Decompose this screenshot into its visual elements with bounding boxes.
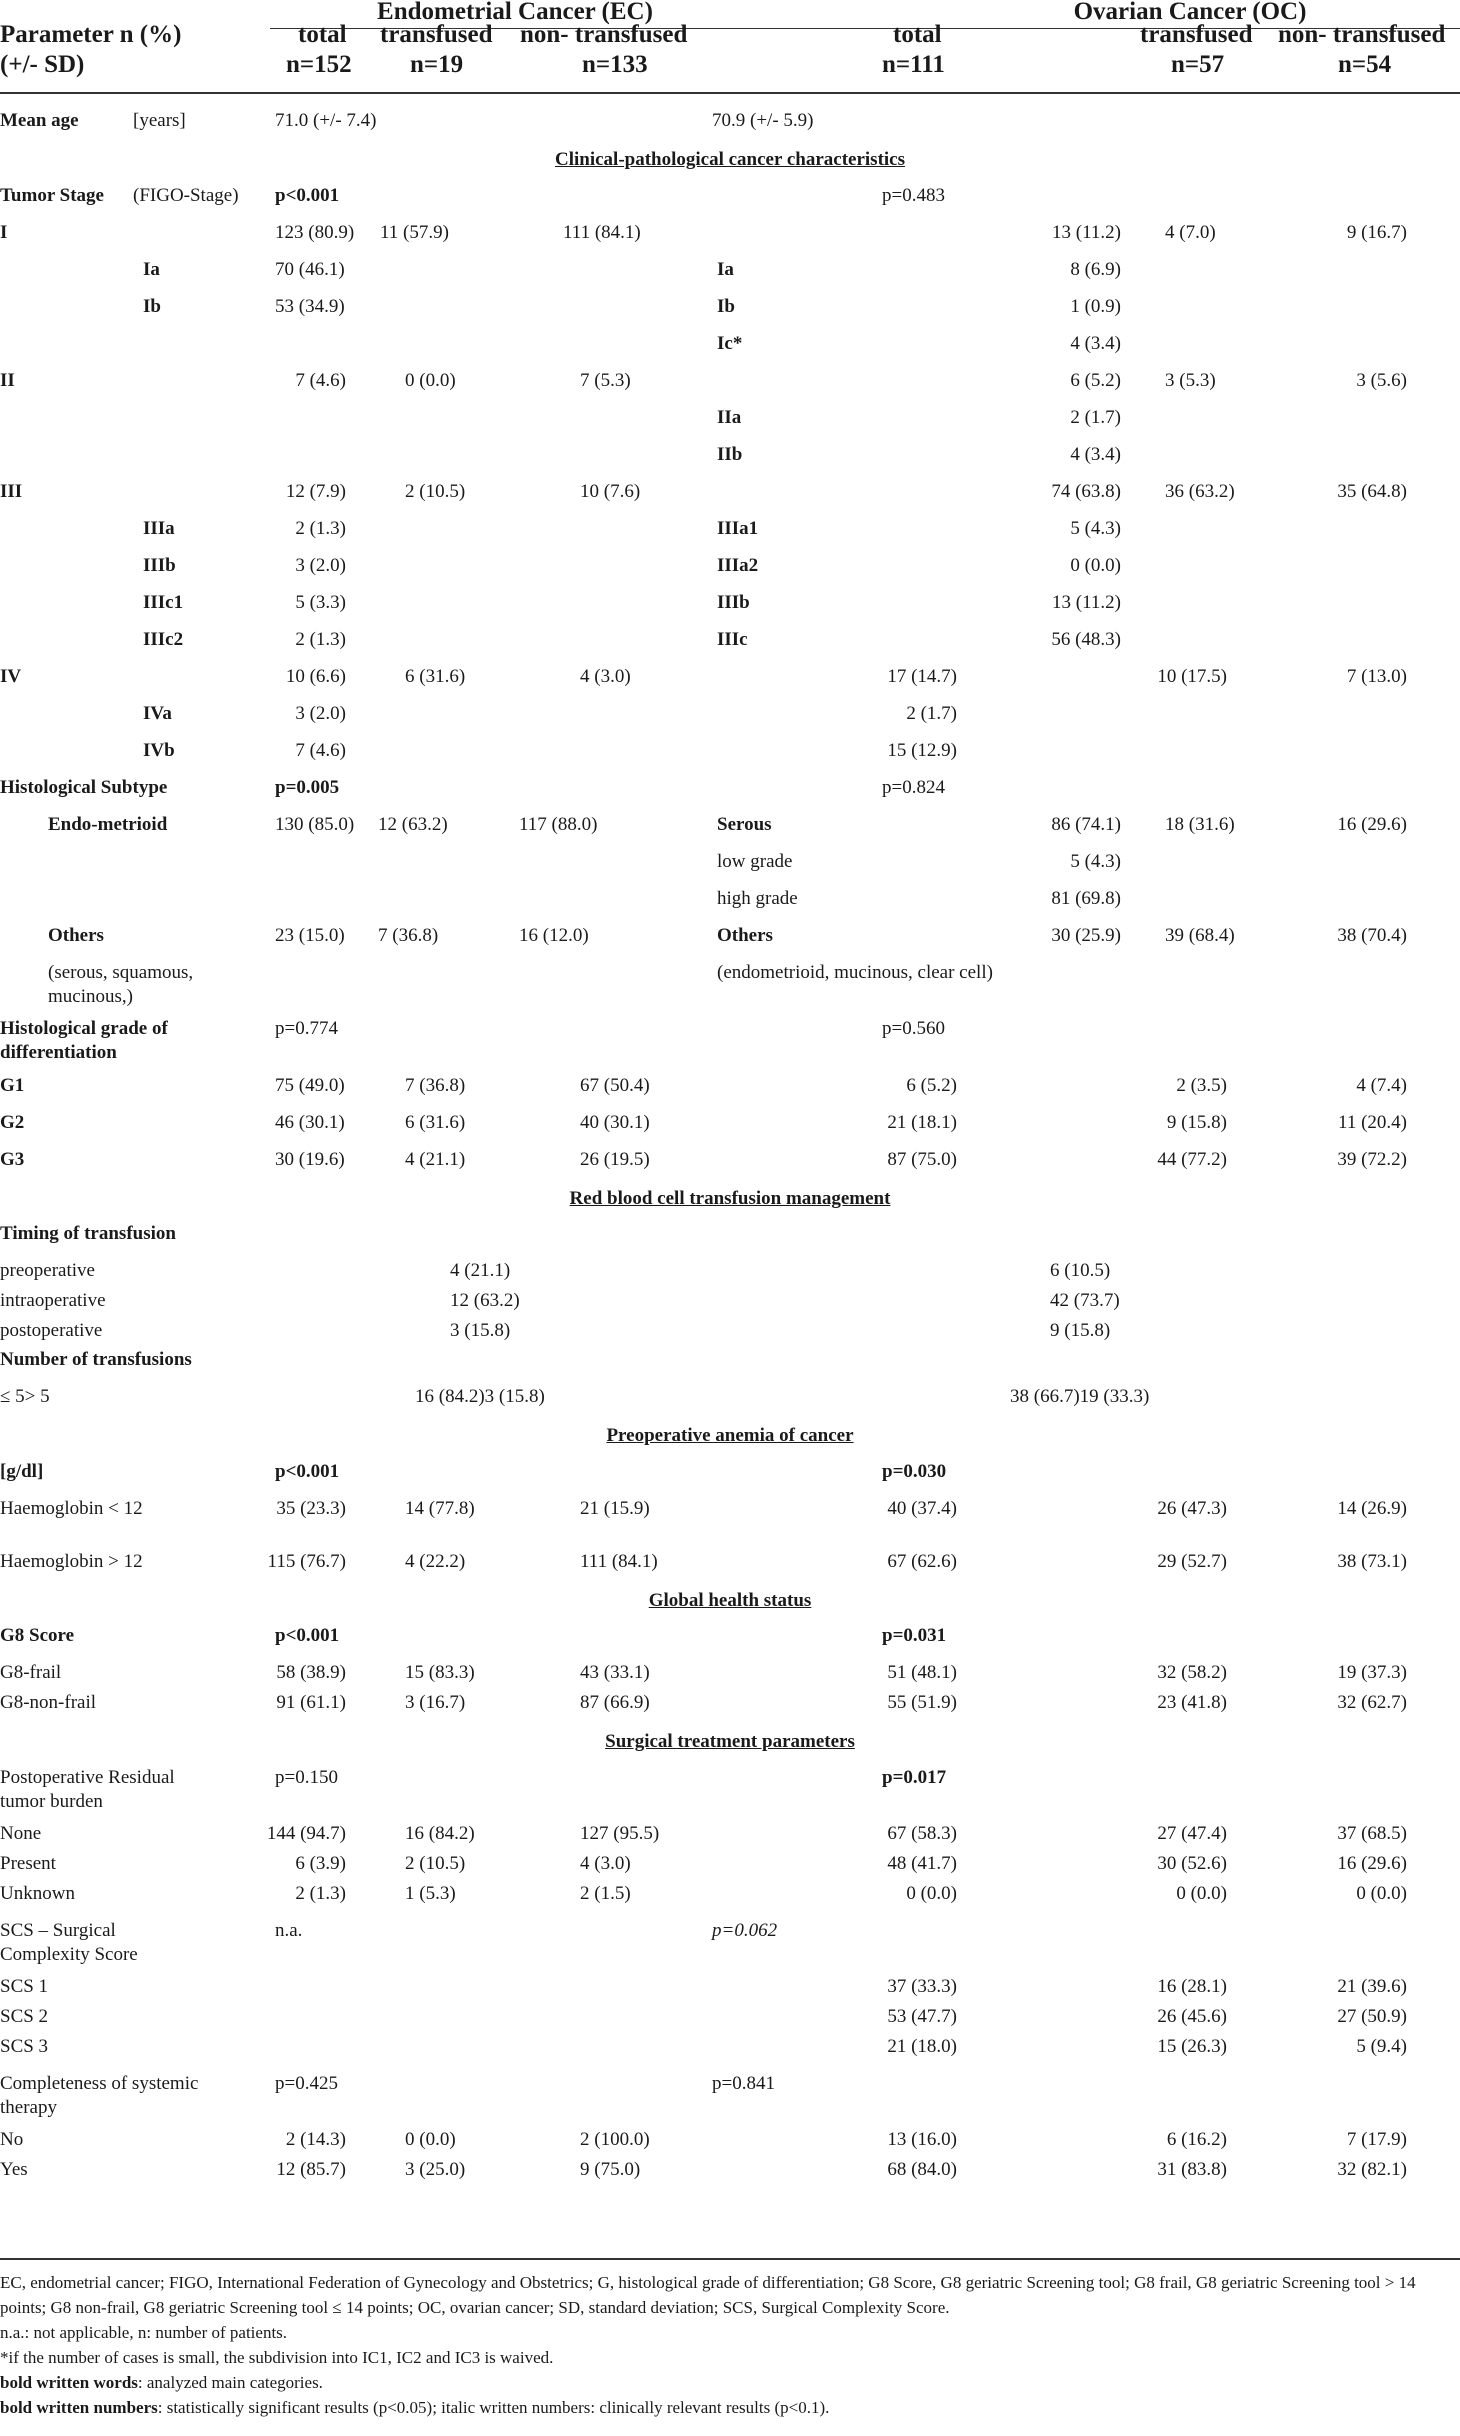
table-cell: 10 (7.6): [580, 480, 641, 502]
table-cell: Ia: [143, 258, 160, 280]
table-cell: intraoperative: [0, 1289, 106, 1311]
header-ec-total-n: n=152: [286, 51, 352, 78]
table-cell: 2 (1.5): [580, 1882, 631, 1904]
table-row: [0, 1148, 1460, 1185]
table-cell: 5 (4.3): [1070, 850, 1121, 872]
table-cell: 13 (11.2): [1052, 221, 1121, 243]
table-cell: 4 (3.4): [1070, 332, 1121, 354]
table-cell: 70.9 (+/- 5.9): [712, 110, 814, 131]
table-cell: 26 (45.6): [1157, 2006, 1227, 2028]
table-cell: 7 (5.3): [580, 369, 631, 391]
table-cell: n.a.: [275, 1919, 303, 1941]
table-cell: 26 (47.3): [1157, 1497, 1227, 1519]
table-cell: 4 (7.0): [1165, 221, 1216, 243]
table-cell: 2 (1.7): [906, 702, 957, 724]
table-cell: 2 (3.5): [1176, 1074, 1227, 1096]
table-row: [0, 1017, 1460, 1063]
table-cell: No: [0, 2129, 24, 2151]
table-cell: 5 (9.4): [1356, 2035, 1407, 2057]
table-cell: G2: [0, 1111, 25, 1133]
table-cell: p=0.150: [275, 1766, 338, 1788]
table-cell: 6 (31.6): [405, 1111, 466, 1133]
table-cell: 14 (26.9): [1337, 1497, 1407, 1519]
table-cell: 55 (51.9): [887, 1692, 957, 1714]
table-row: [0, 591, 1460, 628]
table-cell: low grade: [717, 850, 793, 872]
table-cell: 67 (58.3): [887, 1823, 957, 1845]
section-heading: Preoperative anemia of cancer: [606, 1425, 854, 1447]
table-cell: 21 (18.1): [887, 1111, 957, 1133]
table-cell: 15 (83.3): [405, 1662, 475, 1684]
footnote-bold-numbers-label: bold written numbers: [0, 2398, 158, 2417]
table-row: [0, 813, 1460, 850]
table-row: [0, 517, 1460, 554]
table-cell: 19 (37.3): [1337, 1662, 1407, 1684]
table-cell: IIIc1: [143, 591, 184, 613]
table-cell: Completeness of systemic therapy: [0, 2072, 199, 2118]
table-cell: 67 (50.4): [580, 1074, 650, 1096]
table-cell: 70 (46.1): [275, 258, 345, 280]
table-cell: 71.0 (+/- 7.4): [275, 110, 377, 131]
table-cell: Histological Subtype: [0, 776, 168, 798]
footnote-ic: *if the number of cases is small, the subdivision into IC1, IC2 and IC3 is waived.: [0, 2348, 554, 2367]
table-cell: 16 (28.1): [1157, 1976, 1227, 1998]
table-cell: 16 (84.2)3 (15.8): [415, 1386, 545, 1408]
table-cell: 4 (21.1): [450, 1260, 511, 1281]
table-cell: 12 (63.2): [450, 1289, 520, 1311]
table-cell: 5 (3.3): [295, 591, 346, 613]
table-cell: 7 (17.9): [1346, 2129, 1407, 2151]
table-cell: 30 (52.6): [1157, 1853, 1227, 1874]
table-row: [0, 554, 1460, 591]
table-cell: 10 (6.6): [285, 665, 346, 687]
table-cell: 81 (69.8): [1051, 887, 1121, 909]
table-cell: 0 (0.0): [906, 1882, 957, 1904]
header-oc-total: total: [893, 21, 942, 48]
table-cell: Unknown: [0, 1882, 75, 1904]
table-cell: 0 (0.0): [1356, 1882, 1407, 1904]
table-row: [0, 1111, 1460, 1148]
table-row: [0, 665, 1460, 702]
table-row: [0, 1348, 1460, 1385]
table-cell: 32 (58.2): [1157, 1662, 1227, 1684]
table-row: [0, 1222, 1460, 1259]
table-cell: Mean age: [0, 110, 79, 131]
table-cell: 9 (15.8): [1050, 1319, 1111, 1341]
table-cell: 12 (63.2): [378, 813, 448, 835]
table-cell: None: [0, 1823, 42, 1845]
table-cell: p=0.824: [882, 776, 945, 798]
table-cell: p=0.841: [712, 2072, 775, 2094]
table-cell: 29 (52.7): [1157, 1550, 1227, 1572]
header-bottom-rule: [0, 92, 1460, 94]
table-row: [0, 1882, 1460, 1919]
table-cell: 0 (0.0): [1176, 1882, 1227, 1904]
table-cell: IIIb: [143, 554, 176, 576]
table-cell: 144 (94.7): [266, 1823, 346, 1845]
table-cell: 12 (85.7): [276, 2159, 346, 2181]
table-cell: ≤ 5> 5: [0, 1386, 50, 1408]
table-cell: 3 (16.7): [405, 1692, 466, 1714]
table-cell: G8-frail: [0, 1662, 62, 1684]
table-cell: p<0.001: [275, 1625, 340, 1647]
table-cell: 1 (5.3): [405, 1882, 456, 1904]
table-cell: 2 (100.0): [580, 2129, 650, 2151]
header-oc-transfused-n: n=57: [1171, 51, 1225, 78]
table-cell: SCS – Surgical Complexity Score: [0, 1919, 138, 1965]
table-cell: 86 (74.1): [1051, 813, 1121, 835]
table-cell: 7 (36.8): [405, 1074, 466, 1096]
table-cell: 2 (1.7): [1070, 406, 1121, 428]
table-cell: 11 (57.9): [380, 221, 449, 243]
footnote-na: n.a.: not applicable, n: number of patients.: [0, 2323, 288, 2342]
table-cell: 58 (38.9): [276, 1662, 346, 1684]
table-cell: 9 (16.7): [1346, 221, 1407, 243]
table-cell: 91 (61.1): [276, 1692, 346, 1714]
table-cell: 3 (15.8): [450, 1319, 511, 1341]
table-cell: Others: [48, 924, 104, 946]
table-cell: 7 (36.8): [378, 924, 439, 946]
table-cell: 4 (22.2): [405, 1550, 466, 1572]
table-row: [0, 739, 1460, 776]
table-cell: 39 (72.2): [1337, 1148, 1407, 1170]
table-row: [0, 1691, 1460, 1728]
footnote-bold-numbers: [0, 2395, 1440, 2420]
table-row: [0, 109, 1460, 146]
table-cell: G3: [0, 1148, 25, 1170]
section-heading: Surgical treatment parameters: [605, 1731, 855, 1753]
table-cell: 27 (47.4): [1157, 1823, 1227, 1845]
table-cell: IIIc: [717, 628, 748, 650]
table-cell: Ib: [717, 295, 735, 317]
table-cell: Haemoglobin > 12: [0, 1550, 143, 1572]
table-cell: postoperative: [0, 1319, 103, 1341]
table-cell: 36 (63.2): [1165, 480, 1235, 502]
footnote-bold-words-label: bold written words: [0, 2373, 138, 2392]
table-cell: IIIa: [143, 517, 175, 539]
table-cell: 9 (75.0): [580, 2159, 641, 2181]
table-row: [0, 776, 1460, 813]
table-cell: 67 (62.6): [887, 1550, 957, 1572]
table-cell: (serous, squamous, mucinous,): [48, 961, 194, 1007]
table-row: [0, 295, 1460, 332]
table-cell: I: [0, 221, 8, 243]
table-row: [0, 369, 1460, 406]
table-cell: 130 (85.0): [275, 813, 355, 835]
table-cell: 44 (77.2): [1157, 1148, 1227, 1170]
table-cell: (FIGO-Stage): [133, 184, 239, 206]
table-cell: 9 (15.8): [1166, 1111, 1227, 1133]
table-cell: Ia: [717, 258, 734, 280]
table-cell: SCS 2: [0, 2006, 49, 2028]
table-cell: 6 (5.2): [906, 1074, 957, 1096]
header-oc-nontransfused: non- transfused: [1278, 21, 1446, 48]
table-cell: 111 (84.1): [563, 221, 641, 243]
header-ec-nontransfused-n: n=133: [582, 51, 648, 78]
table-cell: 32 (62.7): [1337, 1692, 1407, 1714]
table-cell: 10 (17.5): [1157, 665, 1227, 687]
table-row: [0, 2158, 1460, 2195]
table-cell: 40 (37.4): [887, 1497, 957, 1519]
table-cell: IIIa2: [717, 554, 759, 576]
table-cell: G8 Score: [0, 1625, 75, 1647]
table-cell: p=0.483: [882, 184, 945, 206]
header-oc-title: Ovarian Cancer (OC): [1073, 0, 1307, 25]
table-cell: 16 (29.6): [1337, 1853, 1407, 1874]
table-cell: IIIa1: [717, 517, 759, 539]
table-cell: 127 (95.5): [580, 1823, 660, 1845]
table-cell: p=0.030: [882, 1460, 947, 1482]
footnote-abbreviations: EC, endometrial cancer; FIGO, International Federation of Gynecology and Obstetrics; G, histological grade of differentiation; G8 Score, G8 geriatric Screening tool; G8 frail, G8 geriatric Screening tool > 14 points; G8 non-frail, G8 geriatric Screening tool ≤ 14 points; OC, ovarian cancer; SD, standard deviation; SCS, Surgical Complexity Score.: [0, 2273, 1416, 2317]
table-cell: p=0.017: [882, 1766, 947, 1788]
table-cell: 6 (31.6): [405, 665, 466, 687]
table-row: [0, 1919, 1460, 1965]
header-oc-transfused: transfused: [1140, 21, 1253, 48]
table-cell: IV: [0, 665, 22, 687]
table-cell: 87 (66.9): [580, 1692, 650, 1714]
table-cell: 2 (1.3): [295, 628, 346, 650]
table-cell: p=0.031: [882, 1625, 947, 1647]
table-cell: 42 (73.7): [1050, 1289, 1120, 1311]
table-cell: 30 (19.6): [275, 1148, 345, 1170]
table-cell: 37 (68.5): [1337, 1823, 1407, 1845]
table-cell: 40 (30.1): [580, 1111, 650, 1133]
table-cell: 56 (48.3): [1051, 628, 1121, 650]
table-row: [0, 2072, 1460, 2118]
table-cell: 18 (31.6): [1165, 813, 1235, 835]
table-row: [0, 887, 1460, 924]
table-cell: 4 (21.1): [405, 1148, 466, 1170]
table-cell: 4 (7.4): [1356, 1074, 1407, 1096]
table-cell: SCS 1: [0, 1976, 49, 1998]
table-row: [0, 702, 1460, 739]
table-cell: 2 (10.5): [405, 1853, 466, 1874]
table-row: [0, 628, 1460, 665]
table-cell: 43 (33.1): [580, 1662, 650, 1684]
section-heading: Clinical-pathological cancer characteristics: [554, 149, 905, 170]
table-cell: 11 (20.4): [1338, 1111, 1407, 1133]
table-row: [0, 1460, 1460, 1497]
header-oc-total-n: n=111: [882, 51, 945, 78]
table-cell: IIIb: [717, 591, 750, 613]
table-cell: 35 (23.3): [276, 1497, 346, 1519]
table-cell: Haemoglobin < 12: [0, 1497, 143, 1519]
table-cell: 53 (34.9): [275, 295, 345, 317]
table-row: [0, 406, 1460, 443]
table-cell: 123 (80.9): [275, 221, 355, 243]
table-cell: 23 (15.0): [275, 924, 345, 946]
table-cell: 26 (19.5): [580, 1148, 650, 1170]
table-cell: 39 (68.4): [1165, 924, 1235, 946]
table-cell: 38 (70.4): [1337, 924, 1407, 946]
section-heading: Global health status: [648, 1589, 812, 1611]
table-cell: 3 (2.0): [295, 554, 346, 576]
table-cell: 5 (4.3): [1070, 517, 1121, 539]
table-row: [0, 480, 1460, 517]
table-cell: 4 (3.0): [580, 1853, 631, 1874]
table-cell: p=0.425: [275, 2072, 338, 2094]
table-cell: p=0.062: [712, 1919, 778, 1941]
table-cell: Yes: [0, 2159, 28, 2181]
table-bottom-rule: [0, 2258, 1460, 2260]
table-cell: (endometrioid, mucinous, clear cell): [717, 961, 993, 983]
table-cell: IVa: [143, 702, 172, 724]
table-row: [0, 258, 1460, 295]
table-cell: 7 (4.6): [295, 739, 346, 761]
table-cell: 51 (48.1): [887, 1662, 957, 1684]
table-cell: 15 (12.9): [887, 739, 957, 761]
table-cell: 115 (76.7): [267, 1550, 346, 1572]
table-cell: 16 (29.6): [1337, 813, 1407, 835]
table-cell: 30 (25.9): [1051, 924, 1121, 946]
table-row: [0, 1624, 1460, 1661]
header-ec-total: total: [298, 21, 347, 48]
table-cell: 8 (6.9): [1070, 258, 1121, 280]
table-row: [0, 221, 1460, 258]
table-cell: 1 (0.9): [1070, 295, 1121, 317]
header-ec-nontransfused: non- transfused: [520, 21, 688, 48]
table-cell: Serous: [717, 813, 772, 835]
table-cell: p<0.001: [275, 1460, 340, 1482]
table-row: [0, 961, 1460, 1007]
table-cell: Others: [717, 924, 773, 946]
header-ec-transfused-n: n=19: [410, 51, 464, 78]
table-cell: 6 (5.2): [1070, 369, 1121, 391]
table-cell: 2 (1.3): [295, 517, 346, 539]
header-oc-nontransfused-n: n=54: [1338, 51, 1392, 78]
table-cell: II: [0, 369, 15, 391]
table-cell: 4 (3.4): [1070, 443, 1121, 465]
header-ec-transfused: transfused: [380, 21, 493, 48]
table-cell: 2 (14.3): [285, 2129, 346, 2151]
table-cell: 32 (82.1): [1337, 2159, 1407, 2181]
table-cell: 0 (0.0): [1070, 554, 1121, 576]
table-cell: 111 (84.1): [580, 1550, 658, 1572]
table-cell: p=0.774: [275, 1018, 338, 1039]
table-cell: 6 (10.5): [1050, 1260, 1111, 1281]
table-cell: Ic*: [717, 332, 743, 354]
table-cell: 27 (50.9): [1337, 2006, 1407, 2028]
table-cell: IIb: [717, 443, 743, 465]
table-cell: 4 (3.0): [580, 665, 631, 687]
table-cell: G8-non-frail: [0, 1692, 97, 1714]
table-cell: 3 (2.0): [295, 702, 346, 724]
table-cell: 46 (30.1): [275, 1111, 345, 1133]
table-cell: Endo-metrioid: [48, 813, 168, 835]
table-cell: IVb: [143, 739, 175, 761]
header-parameter-label: Parameter n (%): [0, 21, 182, 48]
table-cell: [g/dl]: [0, 1460, 44, 1482]
table-row: [0, 1385, 1460, 1422]
table-row: [0, 2035, 1460, 2072]
table-cell: 6 (16.2): [1166, 2129, 1227, 2151]
table-cell: 15 (26.3): [1157, 2035, 1227, 2057]
table-cell: 3 (5.6): [1356, 369, 1407, 391]
table-cell: 48 (41.7): [887, 1853, 957, 1874]
table-cell: 37 (33.3): [887, 1976, 957, 1998]
table-cell: 35 (64.8): [1337, 480, 1407, 502]
footnote-bold-words: [0, 2370, 1440, 2395]
table-cell: 53 (47.7): [887, 2006, 957, 2028]
table-cell: 7 (4.6): [295, 369, 346, 391]
table-cell: 0 (0.0): [405, 369, 456, 391]
table-cell: 0 (0.0): [405, 2129, 456, 2151]
table-row: [0, 1550, 1460, 1587]
table-cell: III: [0, 480, 23, 502]
table-cell: 3 (25.0): [405, 2159, 466, 2181]
table-cell: 38 (73.1): [1337, 1550, 1407, 1572]
table-cell: Tumor Stage: [0, 184, 104, 206]
table-cell: [years]: [133, 110, 186, 131]
table-cell: 6 (3.9): [295, 1853, 346, 1874]
table-cell: SCS 3: [0, 2035, 49, 2057]
table-cell: 21 (15.9): [580, 1497, 650, 1519]
table-cell: Histological grade of differentiation: [0, 1018, 168, 1063]
table-cell: high grade: [717, 887, 798, 909]
table-cell: 21 (18.0): [887, 2035, 957, 2057]
table-cell: 75 (49.0): [275, 1074, 345, 1096]
table-cell: 12 (7.9): [285, 480, 346, 502]
table-cell: Present: [0, 1853, 56, 1874]
table-cell: 2 (10.5): [405, 480, 466, 502]
table-cell: 16 (84.2): [405, 1823, 475, 1845]
table-cell: IIIc2: [143, 628, 184, 650]
table-row: [0, 443, 1460, 480]
table-cell: 31 (83.8): [1157, 2159, 1227, 2181]
table-cell: 13 (16.0): [887, 2129, 957, 2151]
footnotes: [0, 2270, 1440, 2420]
table-cell: IIa: [717, 406, 742, 428]
table-cell: 2 (1.3): [295, 1882, 346, 1904]
table-cell: Timing of transfusion: [0, 1223, 176, 1244]
table-cell: 87 (75.0): [887, 1148, 957, 1170]
table-row: [0, 924, 1460, 961]
table-cell: Postoperative Residual tumor burden: [0, 1766, 175, 1812]
table-cell: preoperative: [0, 1260, 95, 1281]
table-cell: p<0.001: [275, 184, 340, 206]
table-cell: 3 (5.3): [1165, 369, 1216, 391]
footnote-bold-numbers-text: : statistically significant results (p<0.05); italic written numbers: clinically relevant results (p<0.1).: [157, 2398, 830, 2417]
table-cell: 16 (12.0): [519, 924, 589, 946]
table-cell: Ib: [143, 295, 161, 317]
table-cell: 23 (41.8): [1157, 1692, 1227, 1714]
table-row: [0, 850, 1460, 887]
table-cell: p=0.005: [275, 776, 340, 798]
section-heading: Red blood cell transfusion management: [569, 1187, 891, 1209]
header-ec-title: Endometrial Cancer (EC): [377, 0, 653, 25]
table-cell: Number of transfusions: [0, 1349, 192, 1371]
footnote-bold-words-text: : analyzed main categories.: [137, 2373, 323, 2392]
table-cell: 21 (39.6): [1337, 1976, 1407, 1998]
table-cell: 14 (77.8): [405, 1497, 475, 1519]
table-row: [0, 184, 1460, 221]
table-cell: 7 (13.0): [1346, 665, 1407, 687]
table-cell: 38 (66.7)19 (33.3): [1010, 1386, 1150, 1408]
table-cell: p=0.560: [882, 1018, 945, 1039]
header-parameter-sd: (+/- SD): [0, 51, 85, 78]
table-cell: 13 (11.2): [1052, 591, 1121, 613]
table-row: [0, 1074, 1460, 1111]
table-cell: 74 (63.8): [1051, 480, 1121, 502]
table-row: [0, 1766, 1460, 1812]
table-cell: 17 (14.7): [887, 665, 957, 687]
table-row: [0, 1497, 1460, 1534]
table-cell: 68 (84.0): [887, 2159, 957, 2181]
table-cell: G1: [0, 1074, 25, 1096]
table-row: [0, 332, 1460, 369]
table-cell: 117 (88.0): [519, 813, 598, 835]
